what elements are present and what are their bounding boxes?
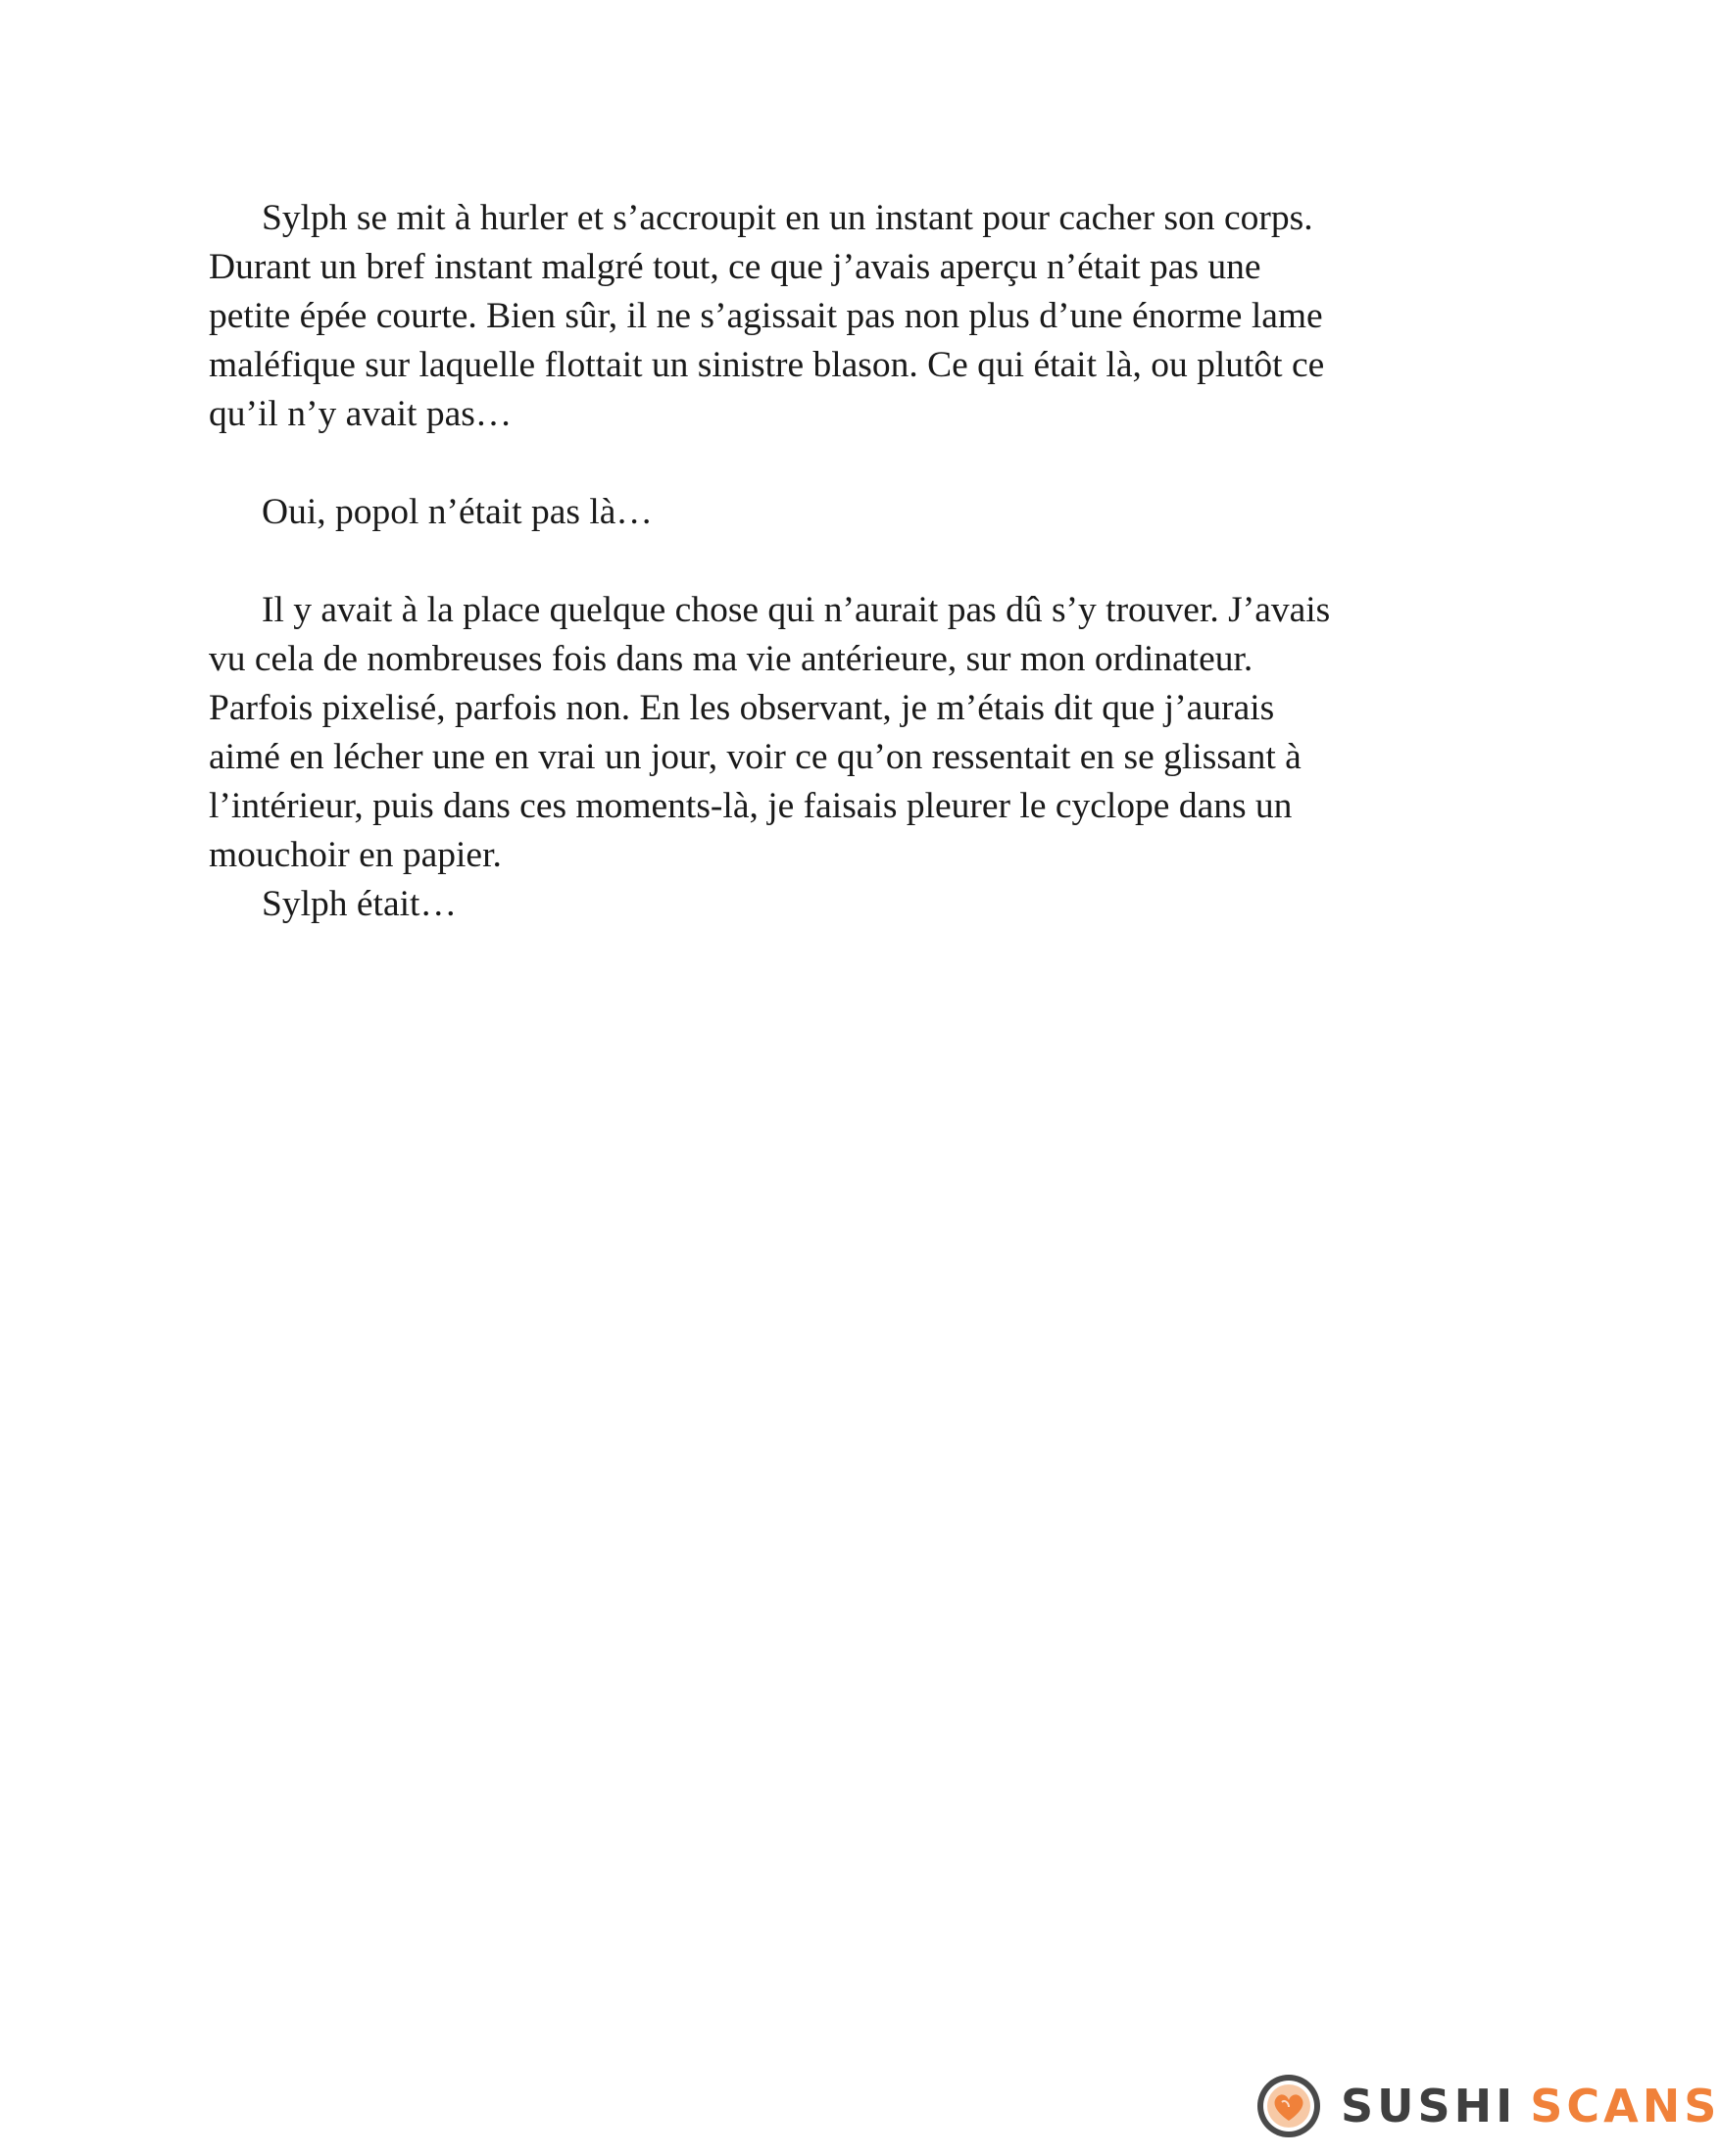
sushi-heart-icon: [1254, 2072, 1323, 2140]
watermark-logo: [1254, 2072, 1720, 2140]
paragraph: Il y avait à la place quelque chose qui n’aurait pas dû s’y trouver. J’avais vu cela de nombreuses fois dans ma vie antérieure, sur mon ordinateur. Parfois pixelisé, parfois non. En les observant, je m’étais dit que j’aurais aimé en lécher une en vrai un jour, voir ce qu’on ressentait en se glissant à l’intérieur, puis dans ces moments-là, je faisais pleurer le cyclope dans un mouchoir en papier.: [209, 590, 1331, 875]
paragraph: Sylph se mit à hurler et s’accroupit en un instant pour cacher son corps. Durant un bref instant malgré tout, ce que j’avais aperçu n’était pas une petite épée courte. Bien sûr, il ne s’agissait pas non plus d’une énorme lame maléfique sur laquelle flottait un sinistre blason. Ce qui était là, ou plutôt ce qu’il n’y avait pas…: [209, 198, 1325, 434]
logo-word-sushi: SUSHI: [1341, 2080, 1517, 2132]
logo-word-scans: SCANS: [1530, 2080, 1720, 2132]
body-text: [209, 194, 1473, 929]
logo-wordmark: [1341, 2072, 1720, 2140]
paragraph: Sylph était…: [262, 884, 457, 924]
paragraph-spacer: [209, 439, 1473, 488]
paragraph: Oui, popol n’était pas là…: [262, 492, 653, 532]
paragraph-spacer: [209, 537, 1473, 586]
